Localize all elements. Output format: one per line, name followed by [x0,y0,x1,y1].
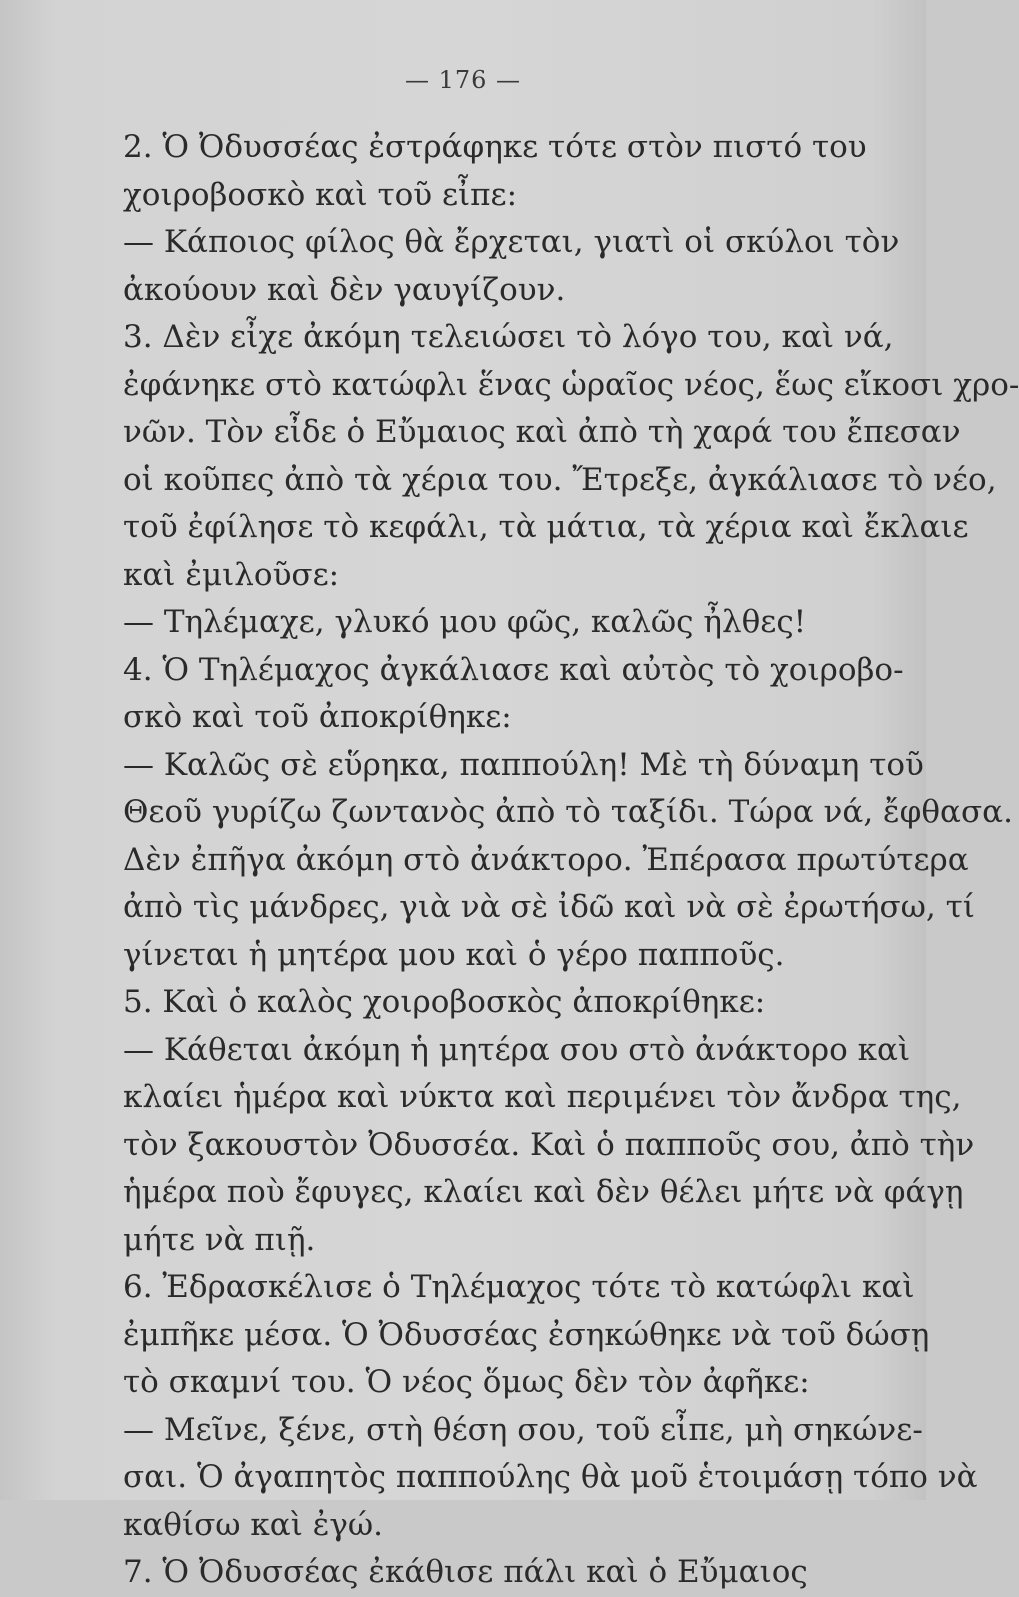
text-line: — Κάποιος φίλος θὰ ἔρχεται, γιατὶ οἱ σκύλοι τὸν [123,224,900,260]
text-line: ἀπὸ τὶς μάνδρες, γιὰ νὰ σὲ ἰδῶ καὶ νὰ σὲ ἐρωτήσω, τί [123,889,975,925]
text-line: 3. Δὲν εἶχε ἀκόμη τελειώσει τὸ λόγο του, καὶ νά, [123,319,894,355]
text-line: σκὸ καὶ τοῦ ἀποκρίθηκε: [123,699,512,735]
text-line: σαι. Ὁ ἀγαπητὸς παππούλης θὰ μοῦ ἑτοιμάσῃ τόπο νὰ [123,1459,978,1495]
text-line: κλαίει ἡμέρα καὶ νύκτα καὶ περιμένει τὸν ἄνδρα της, [123,1079,962,1115]
text-line: τὸν ξακουστὸν Ὀδυσσέα. Καὶ ὁ παπποῦς σου, ἀπὸ τὴν [123,1126,975,1163]
text-line: ἀκούουν καὶ δὲν γαυγίζουν. [123,271,566,308]
text-line: — Τηλέμαχε, γλυκό μου φῶς, καλῶς ἦλθες! [123,604,807,640]
text-line: τὸ σκαμνί του. Ὁ νέος ὅμως δὲν τὸν ἀφῆκε: [123,1364,810,1400]
text-line: μήτε νὰ πιῇ. [123,1221,316,1258]
text-line: τοῦ ἐφίλησε τὸ κεφάλι, τὰ μάτια, τὰ χέρια καὶ ἔκλαιε [123,509,969,545]
text-line: χοιροβοσκὸ καὶ τοῦ εἶπε: [123,176,518,213]
text-line: Δὲν ἐπῆγα ἀκόμη στὸ ἀνάκτορο. Ἐπέρασα πρωτύτερα [123,841,969,878]
text-line: καὶ ἐμιλοῦσε: [123,556,340,593]
text-line: 7. Ὁ Ὀδυσσέας ἐκάθισε πάλι καὶ ὁ Εὔμαιος [123,1554,808,1590]
text-line: οἱ κοῦπες ἀπὸ τὰ χέρια του. Ἔτρεξε, ἀγκάλιασε τὸ νέο, [123,461,997,498]
text-line: 6. Ἐδρασκέλισε ὁ Τηλέμαχος τότε τὸ κατώφλι καὶ [123,1269,915,1305]
text-line: καθίσω καὶ ἐγώ. [123,1506,384,1543]
text-line: 5. Καὶ ὁ καλὸς χοιροβοσκὸς ἀποκρίθηκε: [123,984,766,1020]
text-line: ἐφάνηκε στὸ κατώφλι ἕνας ὡραῖος νέος, ἕως εἴκοσι χρο- [123,366,1019,403]
page-number: — 176 — [404,66,522,94]
text-line: ἡμέρα ποὺ ἔφυγες, κλαίει καὶ δὲν θέλει μήτε νὰ φάγῃ [123,1174,964,1210]
text-line: — Μεῖνε, ξένε, στὴ θέση σου, τοῦ εἶπε, μὴ σηκώνε- [123,1411,923,1448]
text-line: νῶν. Τὸν εἶδε ὁ Εὔμαιος καὶ ἀπὸ τὴ χαρά του ἔπεσαν [123,414,961,450]
text-line: 2. Ὁ Ὀδυσσέας ἐστράφηκε τότε στὸν πιστό του [123,129,867,165]
text-line: 4. Ὁ Τηλέμαχος ἀγκάλιασε καὶ αὐτὸς τὸ χοιροβο- [123,651,904,688]
text-line: ἐμπῆκε μέσα. Ὁ Ὀδυσσέας ἐσηκώθηκε νὰ τοῦ δώσῃ [123,1316,930,1353]
page-text [123,60,1019,1597]
text-line: — Κάθεται ἀκόμη ἡ μητέρα σου στὸ ἀνάκτορο καὶ [123,1031,911,1068]
text-line: γίνεται ἡ μητέρα μου καὶ ὁ γέρο παπποῦς. [123,936,785,973]
text-line: Θεοῦ γυρίζω ζωντανὸς ἀπὸ τὸ ταξίδι. Τώρα νά, ἔφθασα. [123,794,1013,830]
text-line: — Καλῶς σὲ εὕρηκα, παππούλη! Μὲ τὴ δύναμη τοῦ [123,746,924,783]
